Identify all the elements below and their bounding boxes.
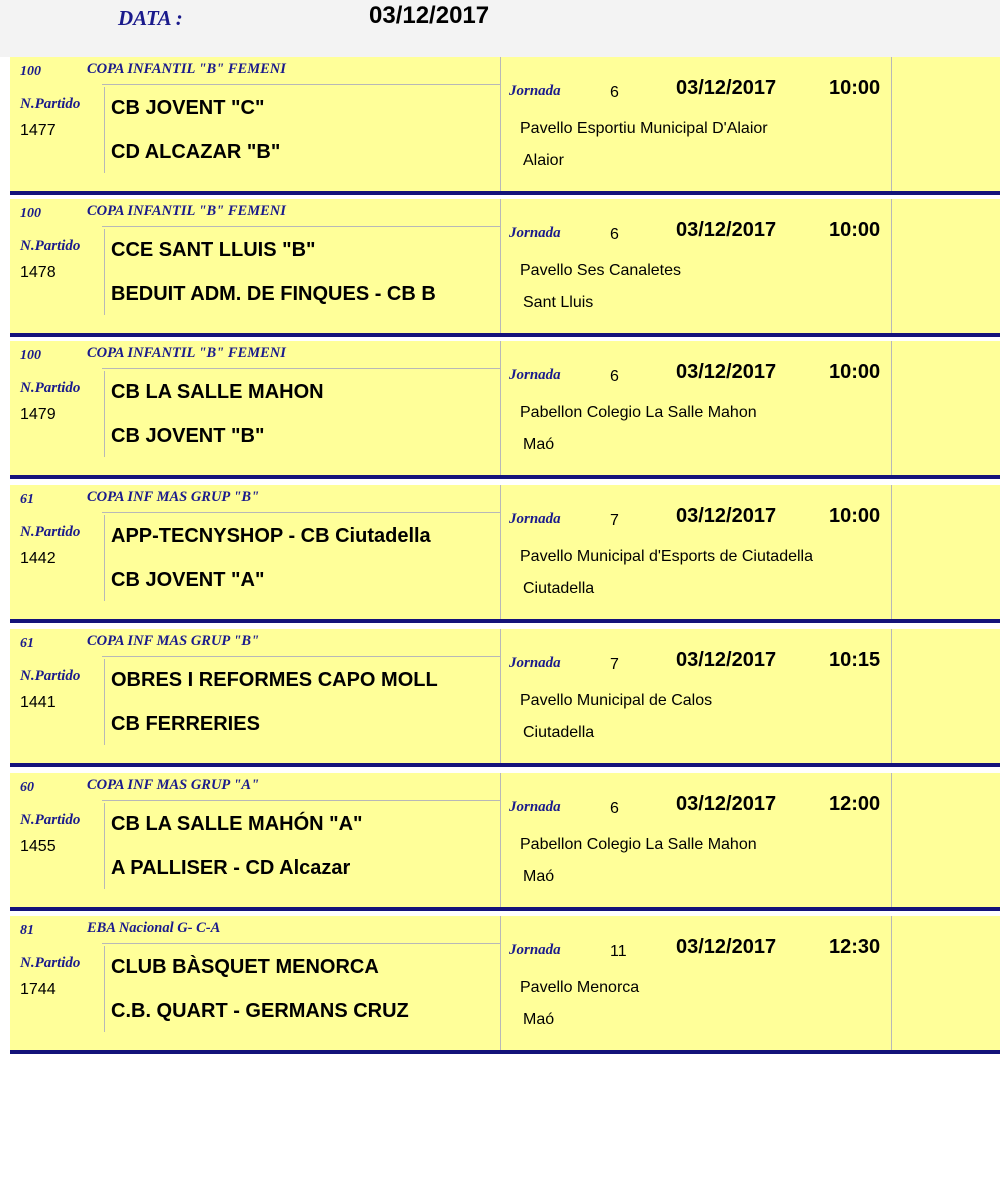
competition-code: 81 <box>20 923 34 938</box>
jornada-number: 7 <box>610 656 619 673</box>
match-row <box>10 57 1000 195</box>
npartido-label: N.Partido <box>20 955 81 971</box>
npartido-label: N.Partido <box>20 812 81 828</box>
column-divider <box>500 485 501 619</box>
competition-code: 60 <box>20 780 34 795</box>
jornada-number: 6 <box>610 84 619 101</box>
match-number: 1478 <box>20 264 56 281</box>
match-row <box>10 916 1000 1054</box>
match-number: 1744 <box>20 981 56 998</box>
npartido-label: N.Partido <box>20 96 81 112</box>
jornada-number: 7 <box>610 512 619 529</box>
venue-name: Pavello Ses Canaletes <box>520 262 681 279</box>
match-date: 03/12/2017 <box>676 936 777 958</box>
npartido-label: N.Partido <box>20 238 81 254</box>
venue-city: Ciutadella <box>523 580 595 597</box>
row-divider <box>102 800 500 801</box>
away-team: C.B. QUART - GERMANS CRUZ <box>111 1000 409 1022</box>
venue-name: Pavello Esportiu Municipal D'Alaior <box>520 120 768 137</box>
venue-city: Ciutadella <box>523 724 595 741</box>
match-number: 1442 <box>20 550 56 567</box>
jornada-label: Jornada <box>509 942 561 958</box>
jornada-label: Jornada <box>509 511 561 527</box>
competition-name: COPA INFANTIL "B" FEMENI <box>87 345 286 361</box>
match-date: 03/12/2017 <box>676 219 777 241</box>
row-divider <box>102 226 500 227</box>
jornada-label: Jornada <box>509 367 561 383</box>
venue-city: Alaior <box>523 152 564 169</box>
match-date: 03/12/2017 <box>676 505 777 527</box>
jornada-label: Jornada <box>509 799 561 815</box>
venue-name: Pavello Municipal de Calos <box>520 692 713 709</box>
column-divider <box>500 57 501 191</box>
away-team: CB FERRERIES <box>111 713 260 735</box>
match-time: 12:00 <box>829 793 881 815</box>
column-divider <box>500 773 501 907</box>
jornada-label: Jornada <box>509 655 561 671</box>
column-divider <box>891 773 892 907</box>
match-time: 10:00 <box>829 361 881 383</box>
away-team: CD ALCAZAR "B" <box>111 141 281 163</box>
away-team: CB JOVENT "A" <box>111 569 265 591</box>
home-team: OBRES I REFORMES CAPO MOLL <box>111 669 438 691</box>
match-number: 1455 <box>20 838 56 855</box>
match-time: 12:30 <box>829 936 881 958</box>
venue-name: Pavello Menorca <box>520 979 640 996</box>
date-label: DATA : <box>118 6 183 30</box>
competition-name: COPA INF MAS GRUP "B" <box>87 633 260 649</box>
column-divider <box>500 916 501 1050</box>
jornada-number: 6 <box>610 226 619 243</box>
venue-city: Maó <box>523 868 555 885</box>
row-divider <box>102 84 500 85</box>
column-divider <box>104 659 105 745</box>
away-team: CB JOVENT "B" <box>111 425 265 447</box>
column-divider <box>891 57 892 191</box>
competition-name: COPA INF MAS GRUP "B" <box>87 489 260 505</box>
jornada-number: 11 <box>610 943 627 960</box>
competition-name: EBA Nacional G- C-A <box>87 920 221 936</box>
away-team: BEDUIT ADM. DE FINQUES - CB B <box>111 283 436 305</box>
column-divider <box>104 229 105 315</box>
home-team: CB LA SALLE MAHÓN "A" <box>111 813 363 835</box>
competition-code: 61 <box>20 636 34 651</box>
jornada-number: 6 <box>610 368 619 385</box>
venue-city: Maó <box>523 436 555 453</box>
match-row <box>10 341 1000 479</box>
competition-code: 61 <box>20 492 34 507</box>
column-divider <box>104 803 105 889</box>
competition-code: 100 <box>20 64 41 79</box>
match-number: 1479 <box>20 406 56 423</box>
match-date: 03/12/2017 <box>676 793 777 815</box>
npartido-label: N.Partido <box>20 380 81 396</box>
header-date: 03/12/2017 <box>369 2 490 29</box>
column-divider <box>104 87 105 173</box>
column-divider <box>104 371 105 457</box>
page-header <box>0 0 1000 57</box>
competition-name: COPA INF MAS GRUP "A" <box>87 777 260 793</box>
match-row <box>10 629 1000 767</box>
match-time: 10:00 <box>829 77 881 99</box>
column-divider <box>104 515 105 601</box>
home-team: CCE SANT LLUIS "B" <box>111 239 316 261</box>
competition-name: COPA INFANTIL "B" FEMENI <box>87 203 286 219</box>
row-divider <box>102 512 500 513</box>
row-divider <box>102 368 500 369</box>
jornada-number: 6 <box>610 800 619 817</box>
column-divider <box>500 341 501 475</box>
venue-city: Maó <box>523 1011 555 1028</box>
match-row <box>10 199 1000 337</box>
match-row <box>10 485 1000 623</box>
venue-name: Pavello Municipal d'Esports de Ciutadella <box>520 548 813 565</box>
row-divider <box>102 943 500 944</box>
match-time: 10:00 <box>829 219 881 241</box>
match-time: 10:15 <box>829 649 881 671</box>
away-team: A PALLISER - CD Alcazar <box>111 857 351 879</box>
column-divider <box>891 341 892 475</box>
match-date: 03/12/2017 <box>676 77 777 99</box>
column-divider <box>891 629 892 763</box>
competition-name: COPA INFANTIL "B" FEMENI <box>87 61 286 77</box>
column-divider <box>891 485 892 619</box>
home-team: APP-TECNYSHOP - CB Ciutadella <box>111 525 431 547</box>
npartido-label: N.Partido <box>20 668 81 684</box>
match-time: 10:00 <box>829 505 881 527</box>
column-divider <box>500 629 501 763</box>
column-divider <box>891 199 892 333</box>
column-divider <box>500 199 501 333</box>
jornada-label: Jornada <box>509 225 561 241</box>
venue-name: Pabellon Colegio La Salle Mahon <box>520 836 757 853</box>
match-date: 03/12/2017 <box>676 649 777 671</box>
home-team: CB JOVENT "C" <box>111 97 265 119</box>
column-divider <box>891 916 892 1050</box>
match-number: 1441 <box>20 694 56 711</box>
venue-name: Pabellon Colegio La Salle Mahon <box>520 404 757 421</box>
npartido-label: N.Partido <box>20 524 81 540</box>
match-number: 1477 <box>20 122 56 139</box>
column-divider <box>104 946 105 1032</box>
venue-city: Sant Lluis <box>523 294 594 311</box>
match-date: 03/12/2017 <box>676 361 777 383</box>
jornada-label: Jornada <box>509 83 561 99</box>
home-team: CB LA SALLE MAHON <box>111 381 324 403</box>
match-row <box>10 773 1000 911</box>
competition-code: 100 <box>20 348 41 363</box>
row-divider <box>102 656 500 657</box>
home-team: CLUB BÀSQUET MENORCA <box>111 956 379 978</box>
competition-code: 100 <box>20 206 41 221</box>
